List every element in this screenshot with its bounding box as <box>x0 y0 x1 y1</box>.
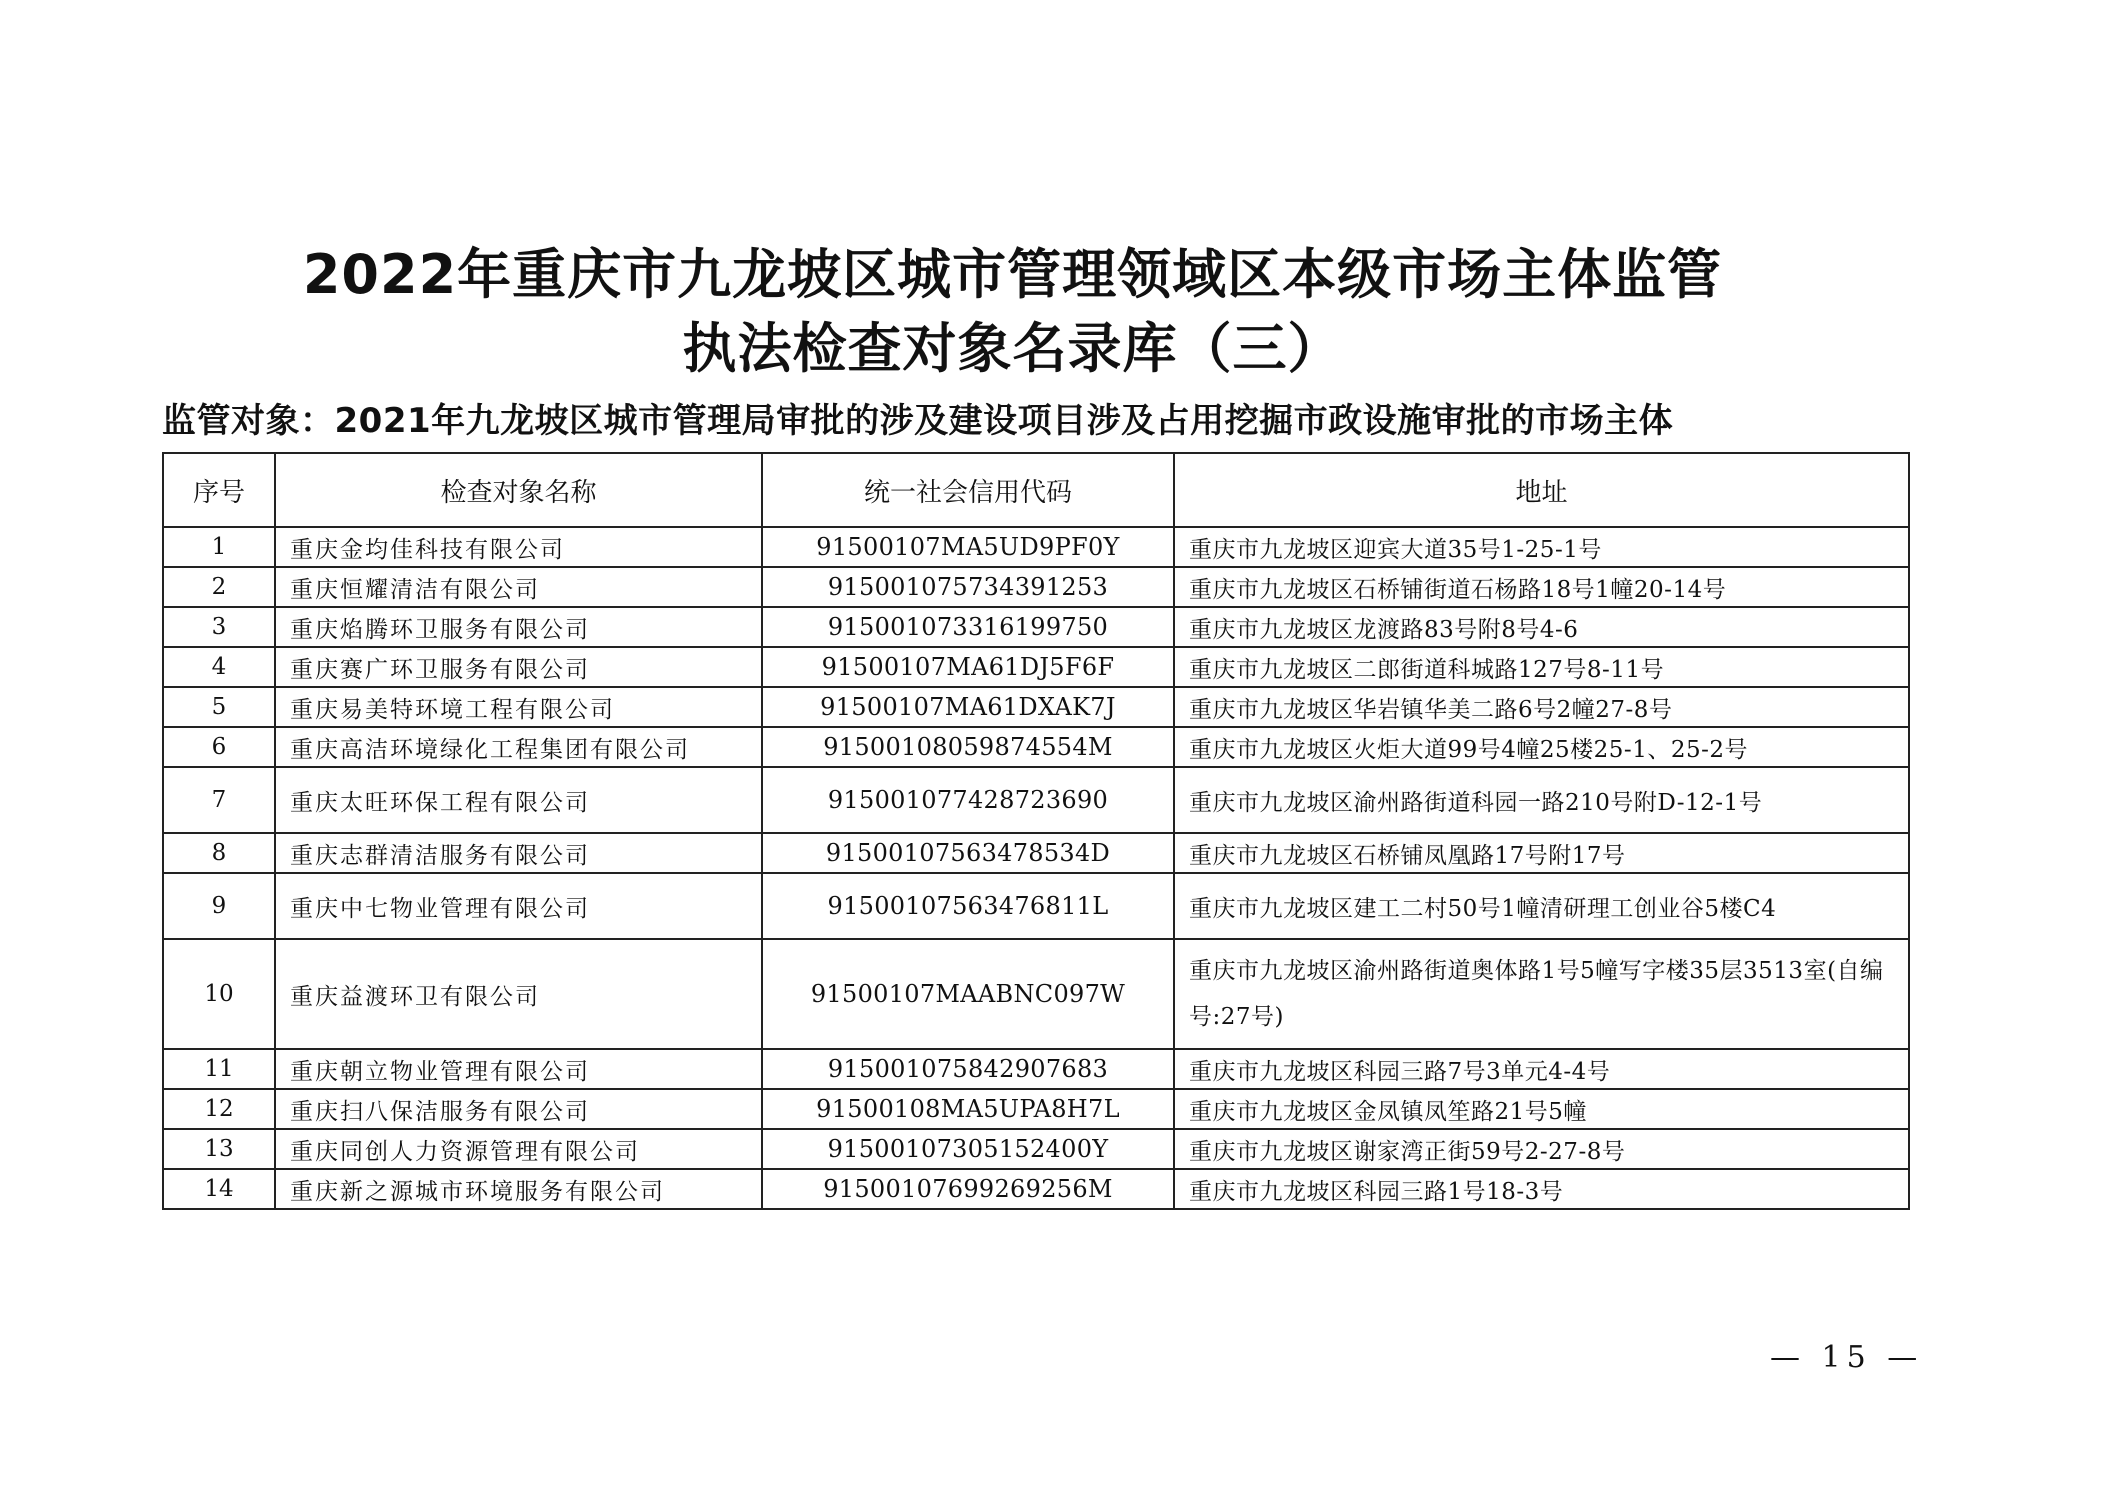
row-index: 4 <box>163 647 275 687</box>
row-index: 13 <box>163 1129 275 1169</box>
table-row <box>163 1049 1909 1089</box>
row-credit-code: 91500107MA61DJ5F6F <box>762 647 1174 687</box>
row-index: 1 <box>163 527 275 567</box>
row-name: 重庆易美特环境工程有限公司 <box>275 687 762 727</box>
row-address: 重庆市九龙坡区渝州路街道科园一路210号附D-12-1号 <box>1174 767 1909 833</box>
row-name: 重庆太旺环保工程有限公司 <box>275 767 762 833</box>
row-name: 重庆高洁环境绿化工程集团有限公司 <box>275 727 762 767</box>
row-address: 重庆市九龙坡区龙渡路83号附8号4-6 <box>1174 607 1909 647</box>
row-name: 重庆赛广环卫服务有限公司 <box>275 647 762 687</box>
document-title-line-2: 执法检查对象名录库（三） <box>682 317 1343 380</box>
row-index: 14 <box>163 1169 275 1209</box>
row-credit-code: 91500107699269256M <box>762 1169 1174 1209</box>
row-address: 重庆市九龙坡区石桥铺街道石杨路18号1幢20-14号 <box>1174 567 1909 607</box>
row-address: 重庆市九龙坡区谢家湾正街59号2-27-8号 <box>1174 1129 1909 1169</box>
row-address: 重庆市九龙坡区二郎街道科城路127号8-11号 <box>1174 647 1909 687</box>
table-row <box>163 647 1909 687</box>
table-row <box>163 939 1909 1049</box>
row-index: 3 <box>163 607 275 647</box>
row-address: 重庆市九龙坡区建工二村50号1幢清研理工创业谷5楼C4 <box>1174 873 1909 939</box>
row-address: 重庆市九龙坡区迎宾大道35号1-25-1号 <box>1174 527 1909 567</box>
row-index: 10 <box>163 939 275 1049</box>
table-row <box>163 527 1909 567</box>
row-credit-code: 915001077428723690 <box>762 767 1174 833</box>
row-address: 重庆市九龙坡区渝州路街道奥体路1号5幢写字楼35层3513室(自编号:27号) <box>1174 939 1909 1049</box>
table-row <box>163 1169 1909 1209</box>
page-number: — 15 — <box>1770 1340 1924 1375</box>
row-credit-code: 91500107563476811L <box>762 873 1174 939</box>
row-address: 重庆市九龙坡区科园三路1号18-3号 <box>1174 1169 1909 1209</box>
row-index: 7 <box>163 767 275 833</box>
header-index: 序号 <box>163 453 275 527</box>
row-address: 重庆市九龙坡区科园三路7号3单元4-4号 <box>1174 1049 1909 1089</box>
row-credit-code: 91500108MA5UPA8H7L <box>762 1089 1174 1129</box>
row-name: 重庆金均佳科技有限公司 <box>275 527 762 567</box>
header-name: 检查对象名称 <box>275 453 762 527</box>
row-address: 重庆市九龙坡区火炬大道99号4幢25楼25-1、25-2号 <box>1174 727 1909 767</box>
row-index: 6 <box>163 727 275 767</box>
row-address: 重庆市九龙坡区石桥铺凤凰路17号附17号 <box>1174 833 1909 873</box>
row-index: 5 <box>163 687 275 727</box>
row-name: 重庆同创人力资源管理有限公司 <box>275 1129 762 1169</box>
row-name: 重庆焰腾环卫服务有限公司 <box>275 607 762 647</box>
table-row <box>163 833 1909 873</box>
row-index: 12 <box>163 1089 275 1129</box>
row-credit-code: 91500108059874554M <box>762 727 1174 767</box>
row-name: 重庆朝立物业管理有限公司 <box>275 1049 762 1089</box>
table-row <box>163 873 1909 939</box>
row-address: 重庆市九龙坡区华岩镇华美二路6号2幢27-8号 <box>1174 687 1909 727</box>
table-row <box>163 567 1909 607</box>
supervision-subject-line: 监管对象：2021年九龙坡区城市管理局审批的涉及建设项目涉及占用挖掘市政设施审批的市场主体 <box>162 401 1674 441</box>
row-credit-code: 915001073316199750 <box>762 607 1174 647</box>
row-name: 重庆新之源城市环境服务有限公司 <box>275 1169 762 1209</box>
row-credit-code: 91500107305152400Y <box>762 1129 1174 1169</box>
row-credit-code: 915001075734391253 <box>762 567 1174 607</box>
inspection-target-table <box>162 452 1910 1210</box>
table-row <box>163 1129 1909 1169</box>
row-credit-code: 91500107563478534D <box>762 833 1174 873</box>
row-name: 重庆扫八保洁服务有限公司 <box>275 1089 762 1129</box>
row-name: 重庆中七物业管理有限公司 <box>275 873 762 939</box>
row-credit-code: 91500107MAABNC097W <box>762 939 1174 1049</box>
row-credit-code: 91500107MA61DXAK7J <box>762 687 1174 727</box>
row-credit-code: 915001075842907683 <box>762 1049 1174 1089</box>
header-address: 地址 <box>1174 453 1909 527</box>
table-row <box>163 767 1909 833</box>
row-index: 2 <box>163 567 275 607</box>
row-name: 重庆益渡环卫有限公司 <box>275 939 762 1049</box>
table-row <box>163 687 1909 727</box>
row-name: 重庆志群清洁服务有限公司 <box>275 833 762 873</box>
table-header-row <box>163 453 1909 527</box>
row-address: 重庆市九龙坡区金凤镇凤笙路21号5幢 <box>1174 1089 1909 1129</box>
row-credit-code: 91500107MA5UD9PF0Y <box>762 527 1174 567</box>
row-index: 9 <box>163 873 275 939</box>
row-index: 8 <box>163 833 275 873</box>
header-credit-code: 统一社会信用代码 <box>762 453 1174 527</box>
document-title-line-1: 2022年重庆市九龙坡区城市管理领域区本级市场主体监管 <box>302 243 1723 306</box>
table-row <box>163 727 1909 767</box>
table-row <box>163 1089 1909 1129</box>
row-name: 重庆恒耀清洁有限公司 <box>275 567 762 607</box>
table-row <box>163 607 1909 647</box>
row-index: 11 <box>163 1049 275 1089</box>
